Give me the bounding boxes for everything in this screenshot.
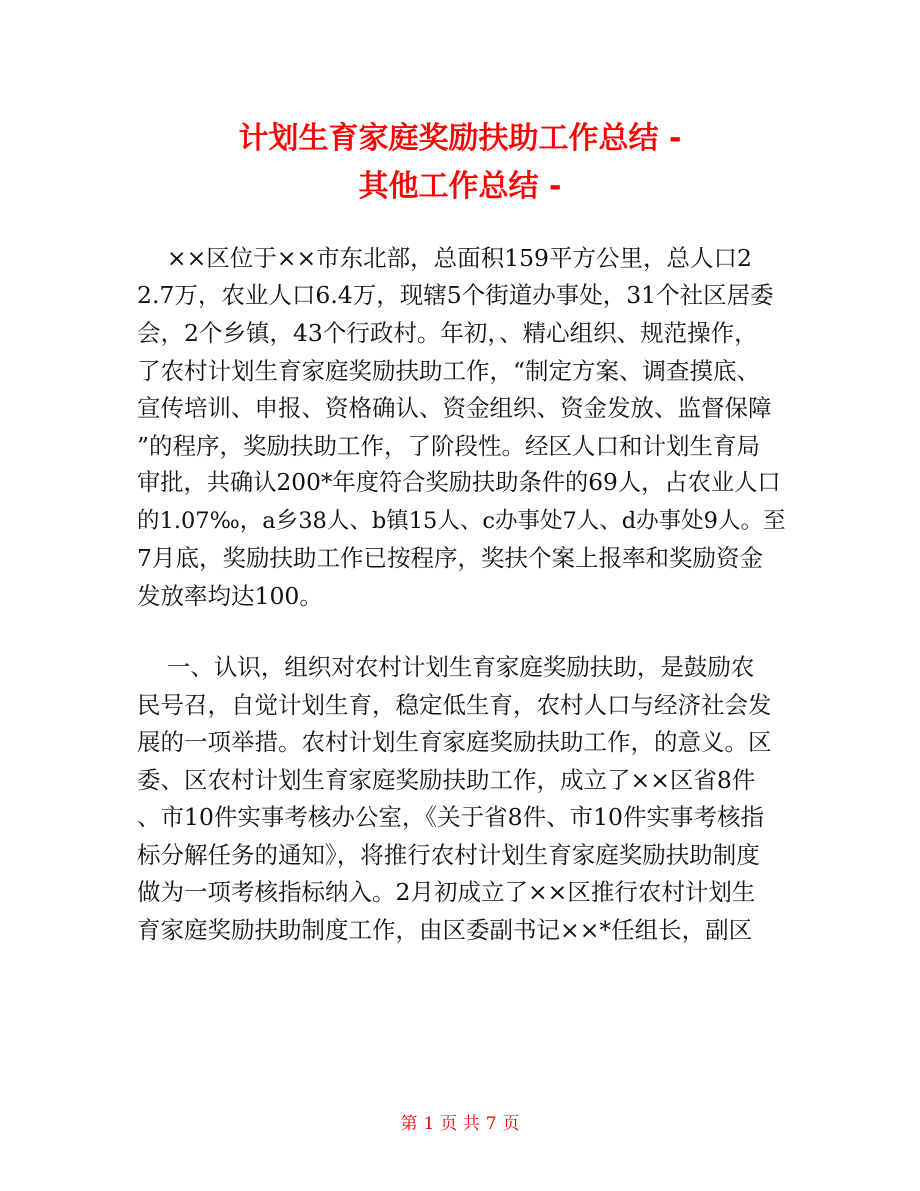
body-text-line: 宣传培训、申报、资格确认、资金组织、资金发放、监督保障 (137, 394, 772, 422)
body-text-line: 一、认识，组织对农村计划生育家庭奖励扶助，是鼓励农 (137, 653, 755, 681)
body-text-line: 委、区农村计划生育家庭奖励扶助工作，成立了××区省8件 (137, 766, 756, 794)
body-text-line: 标分解任务的通知》，将推行农村计划生育家庭奖励扶助制度 (137, 841, 760, 869)
footer-total-pages: 7 (485, 1114, 497, 1134)
body-text-line: 2.7万，农业人口6.4万，现辖5个街道办事处，31个社区居委 (137, 281, 774, 309)
footer-mid: 页 共 (440, 1114, 480, 1134)
body-text-line: 了农村计划生育家庭奖励扶助工作，“制定方案、调查摸底、 (137, 357, 761, 385)
document-title-line-1: 计划生育家庭奖励扶助工作总结 - (238, 121, 682, 156)
body-text-line: 发放率均达100。 (137, 582, 323, 610)
body-text-line: 展的一项举措。农村计划生育家庭奖励扶助工作，的意义。区 (137, 728, 772, 756)
body-text-line: 审批，共确认200*年度符合奖励扶助条件的69人，占农业人口 (137, 469, 781, 496)
page-footer (0, 1112, 920, 1136)
body-text-line: 、市10件实事考核办公室，《关于省8件、市10件实事考核指 (137, 803, 765, 831)
body-text-line: 做为一项考核指标纳入。2月初成立了××区推行农村计划生 (137, 878, 756, 906)
body-text-line: 会，2个乡镇，43个行政村。年初，、精心组织、规范操作， (137, 319, 758, 347)
footer-prefix: 第 (400, 1114, 418, 1134)
body-text-line: 育家庭奖励扶助制度工作，由区委副书记××*任组长，副区 (137, 916, 753, 944)
body-text-line: 7月底，奖励扶助工作已按程序，奖扶个案上报率和奖励资金 (137, 544, 763, 572)
body-text-line: 的1.07‰，a乡38人、b镇15人、c办事处7人、d办事处9人。至 (137, 508, 786, 534)
body-text-line: ”的程序，奖励扶助工作，了阶段性。经区人口和计划生育局 (137, 432, 761, 460)
body-text-line: ××区位于××市东北部，总面积159平方公里，总人口2 (137, 244, 752, 272)
document-title-line-2: 其他工作总结 - (358, 169, 562, 204)
footer-page-number: 1 (423, 1114, 435, 1134)
body-text-line: 民号召，自觉计划生育，稳定低生育，农村人口与经济社会发 (137, 691, 772, 719)
footer-suffix: 页 (502, 1114, 520, 1134)
